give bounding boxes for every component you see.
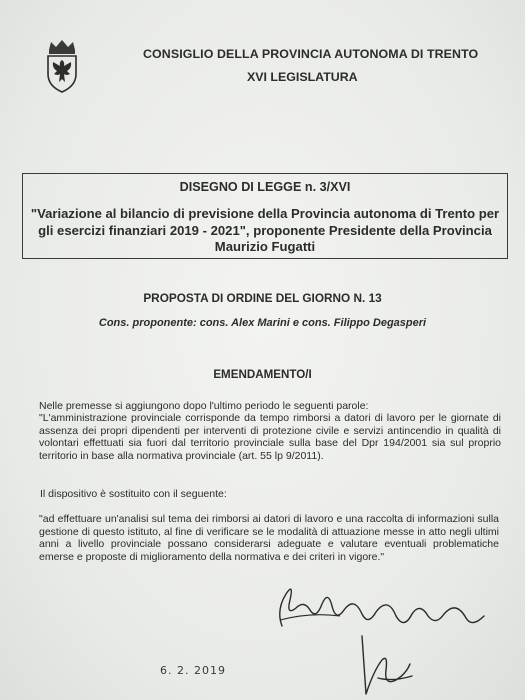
organization-name: CONSIGLIO DELLA PROVINCIA AUTONOMA DI TRENTO <box>143 47 479 61</box>
proposal-heading: PROPOSTA DI ORDINE DEL GIORNO N. 13 <box>143 291 382 305</box>
legislature-label: XVI LEGISLATURA <box>247 70 358 84</box>
amendment-heading: EMENDAMENTO/I <box>213 368 312 381</box>
eagle-coat-of-arms-icon <box>43 38 81 94</box>
premises-quote: "L'amministrazione provinciale corrisponde da tempo rimborsi a datori di lavoro per le giornate di assenza dei propri dipendenti per interventi di protezione civile e servizi antincendio in qualità di volontari effettuati sia fuori dal territorio provinciale sulla base del Dpr 194/2001 sia sul proprio territorio in base alla normativa provinciale (art. 55 lp 9/2011). <box>39 412 501 462</box>
handwritten-date: 6. 2. 2019 <box>160 664 226 677</box>
bill-title: "Variazione al bilancio di previsione della Provincia autonoma di Trento per gli esercizi finanziari 2019 - 2021", proponente Presidente della Provincia Maurizio Fugatti <box>30 206 500 254</box>
bill-box <box>22 173 508 259</box>
replacement-intro: Il dispositivo è sostituito con il seguente: <box>40 488 227 500</box>
premises-intro: Nelle premesse si aggiungono dopo l'ultimo periodo le seguenti parole: <box>39 400 369 412</box>
proponents-line: Cons. proponente: cons. Alex Marini e cons. Filippo Degasperi <box>98 317 427 329</box>
bill-number: DISEGNO DI LEGGE n. 3/XVI <box>179 180 351 194</box>
premises-paragraph <box>39 400 501 462</box>
replacement-text: "ad effettuare un'analisi sul tema dei rimborsi ai datori di lavoro e una raccolta di informazioni sulla gestione di questo istituto, al fine di verificare se le modalità di attuazione messe in atto negli ultimi anni a livello provinciale possano considerarsi adeguate e valutare eventuali problematiche emerse e proposte di miglioramento della normativa e dei criteri in vigore." <box>39 513 499 563</box>
handwritten-initials <box>352 630 422 700</box>
